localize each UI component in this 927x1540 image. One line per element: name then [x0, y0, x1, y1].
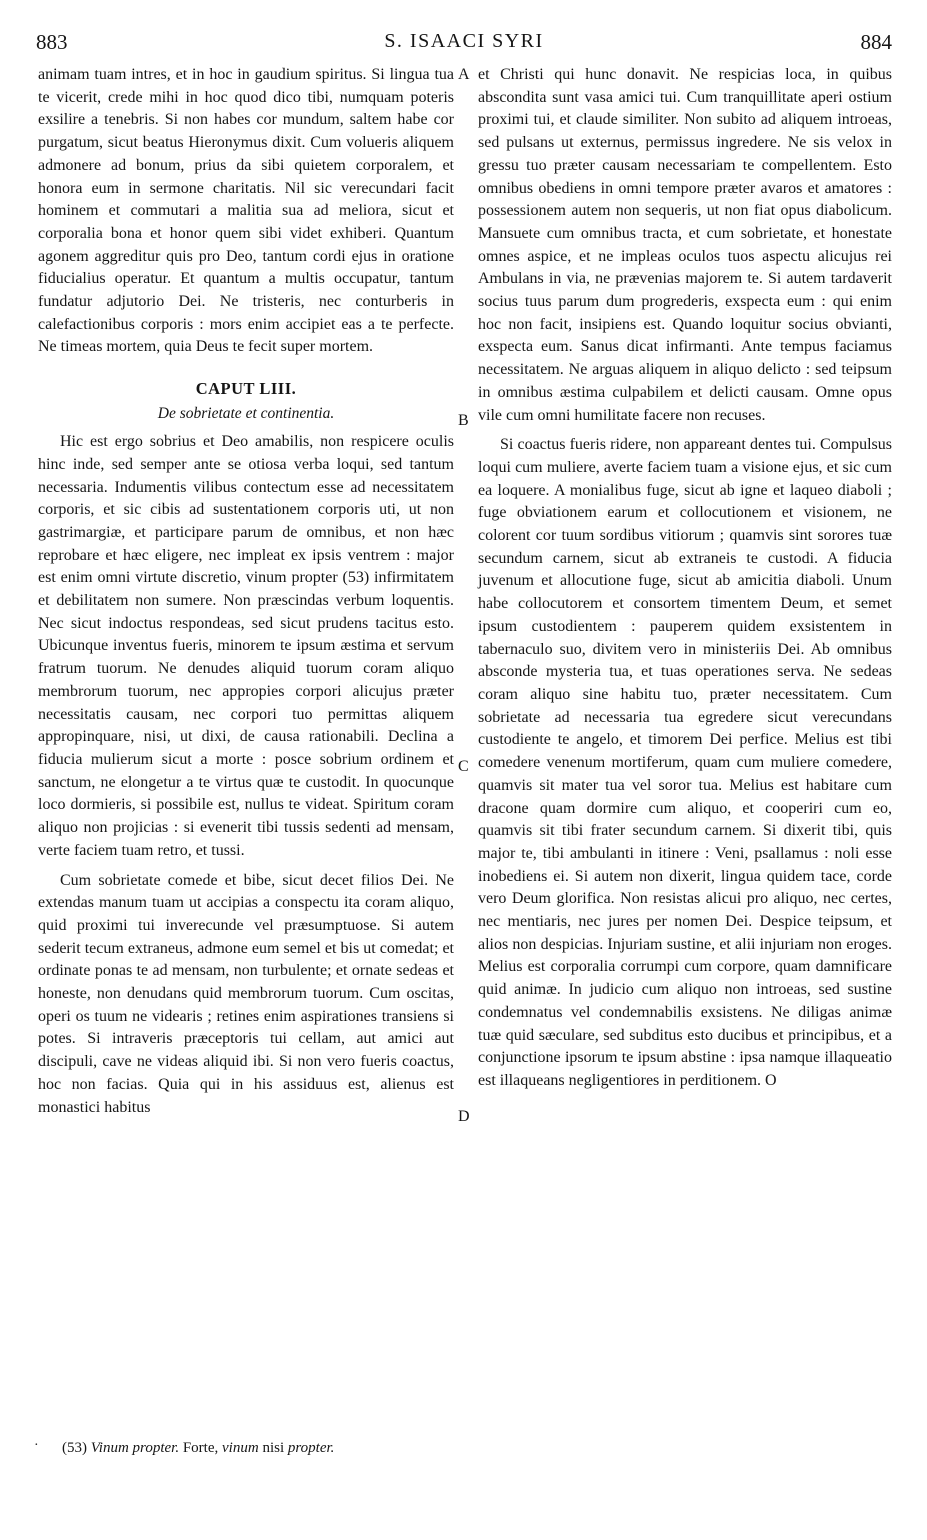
footnote: [62, 1440, 334, 1457]
left-paragraph-3: Cum sobrietate comede et bibe, sicut decet filios Dei. Ne extendas manum tuam ut accipias a conspectu ita coram aliquo, quid proximi tui inverecunde vel præsumptuose. Si autem sederit tecum extraneus, admone eum semel et bis ut comedat; et ordinate ponas te ad mensam, non turbulente; et ornate sedeas et honeste, non denudans quid membrorum tuorum. Cum oscitas, operi os tuum ne videaris ; retines enim aspirationes transiens si potes. Si intraveris præceptoris tui cellam, aut amici aut discipuli, cave ne videas aliquid ibi. Si non vero fueris coactus, hoc non facias. Quia qui in his assiduus est, alienus est monastici habitus: [38, 871, 454, 1116]
footnote-text-5: propter.: [287, 1440, 335, 1456]
footnote-mark: ·: [34, 1438, 39, 1453]
right-paragraph-1: et Christi qui hunc donavit. Ne respicias loca, in quibus abscondita sunt vasa amici tui. Cum tranquillitate aperi ostium proximi tui, et claude similiter. Non subito ad aliquem introeas, sed pulsans ut externus, permissus ingredere. Ne sis velox in gressu tuo præter causam necessariam te compellentem. Esto omnibus obediens in omni tempore præter avaros et amatores : possessionem autem non sequeris, ut non fiat opus diabolicum. Mansuete cum omnibus tracta, et cum sobrietate, et honestate omnes aspice, et ne impleas oculos tuos aspectu alicujus rei Ambulans in via, ne prævenias majorem te. Si autem tardaverit socius tuus parum dum progrederis, exspecta eum : qui enim hoc non facit, insipiens est. Quando loquitur socius obvianti, exspecta eum. Sanus dicat infirmanti. Ante tempus faciamus necessitatem. Ne arguas aliquem in aliquo delicto : sed teipsum in omnibus æstima culpabilem et delicti causam. Omne opus vile cum omni humilitate facere non recuses.: [478, 66, 892, 424]
margin-marker-c: C: [458, 758, 469, 775]
page-header: [36, 30, 892, 56]
margin-marker-d: D: [458, 1108, 470, 1125]
margin-marker-a: A: [458, 66, 470, 83]
page-number-right: 884: [860, 30, 892, 54]
footnote-number: (53): [62, 1440, 87, 1456]
footnote-text-2: Forte,: [182, 1440, 219, 1456]
chapter-subtitle: De sobrietate et continentia.: [157, 405, 335, 423]
margin-marker-b: B: [458, 412, 469, 429]
left-paragraph-1: animam tuam intres, et in hoc in gaudium spiritus. Si lingua tua te vicerit, crede mihi in hoc quod dico tibi, numquam poteris exsilire a tenebris. Si non habes cor mundum, saltem habe cor purgatum, sicut beatus Hieronymus dixit. Cum volueris aliquem admonere ad bonum, prius da sibi quietem corporalem, et honora eum in sermone charitatis. Nil sic verecundari facit hominem et commutari a malitia sua ad meliora, sicut et corporalia bona et honor quem sibi videt exhiberi. Quantum agonem aggreditur quis pro Deo, tantum cordi ejus in oratione fiducialius operatur. Et quantum a multis occupatur, tantum fundatur adjutorio Dei. Ne tristeris, nec conturberis in calefactionibus corporis : mors enim accipiet eas a te perfecte. Ne timeas mortem, quia Deus te fecit super mortem.: [38, 66, 454, 356]
chapter-title: CAPUT LIII.: [195, 379, 297, 399]
page-number-left: 883: [36, 30, 68, 54]
left-paragraph-2: Hic est ergo sobrius et Deo amabilis, non respicere oculis hinc inde, sed semper ante se otiosa verba loqui, sed tantum necessaria. Indumentis vilibus contectum esse ad necessitatem corporis, et sic cibis ad sustentationem corporis uti, ut non gastrimargiæ, et participare parum de omnibus, et non hæc reprobare et hæc eligere, nec impleat ex ipsis ventrem : major est enim omni virtute discretio, vinum propter (53) infirmitatem et debilitatem non sumere. Non præscindas verbum loquentis. Nec sicut indoctus respondeas, sed sicut prudens tacitus esto. Ubicunque inventus fueris, minorem te ipsum æstima et servum fratrum tuorum. Ne denudes aliquid tuorum coram aliquo membrorum tuorum, nec appropies corpori alicujus præter necessitatis causam, nec corpori tuo permittas aliquem appropinquare, nisi, ut dixi, de causa rationabili. Declina a fiducia mulierum sicut a morte : posce sobrium ordinem et sanctum, ne elongetur a te virtus quæ te custodit. In quocunque loco dormieris, si possibile est, nullus te videat. Spiritum coram aliquo non projicias : si evenerit tibi tussis sedenti ad mensam, verte faciem tuam retro, et tussi.: [38, 433, 454, 859]
footnote-text-4: nisi: [262, 1440, 285, 1456]
footnote-text-3: vinum: [222, 1440, 259, 1456]
right-column: [478, 64, 892, 1093]
running-title: S. ISAACI SYRI: [384, 30, 544, 52]
right-paragraph-2: Si coactus fueris ridere, non appareant dentes tui. Compulsus loqui cum muliere, averte faciem tuam a visione ejus, et sic cum ea loquere. A monialibus fuge, sicut ab igne et laqueo diaboli ; fuge obviationem earum et collocutionem et visionem, ne colorent cor tuum sordibus vitiorum ; quamvis sint sorores tuæ secundum carnem, sicut ab extraneis te custodi. A fiducia juvenum et allocutione fuge, sicut ab amicitia diaboli. Unum habe collocutorem et consortem timentem Deum, et semet ipsum custodientem : pauperem quidem exsistentem in tabernaculo suo, divitem vero in ministeriis Dei. Ab omnibus absconde mysteria tua, et tuas operationes serva. Ne sedeas coram aliquo sine habitu tuo, præter necessitatem. Cum sobrietate ad necessaria tua egredere sicut verecundans custodiente te angelo, et timorem Dei perfice. Melius est tibi comedere venenum mortiferum, quam cum muliere comedere, quamvis sit mater tua vel soror tua. Melius est habitare cum dracone quam dormire cum aliquo, et cooperiri cum eo, quamvis sit tibi frater secundum carnem. Si dixerit tibi, quis major te, tibi ambulanti in itinere : Veni, psallamus : noli esse inobediens ei. Si autem non dixerit, lingua quidem tace, corde vero Deum glorifica. Non resistas alicui pro aliquo, nec certes, nec mentiaris, nec jures per nomen Dei. Despice teipsum, et alios non despicias. Injuriam sustine, et alii injuriam non eroges. Melius est corporalia corrumpi cum corpore, quam damnificare quid animæ. In judicio cum aliquo non introeas, sed sustine condemnatus vel condemnabilis exsistens. Ne diligas animæ tuæ quid sæculare, sed subditus esto ducibus et principibus, et a conjunctione ipsorum te ipsum abstine : ipsa namque illaqueatio est illaqueans negligentiores in perditionem. O: [478, 436, 892, 1089]
left-column: [38, 64, 454, 1119]
footnote-text-1: Vinum propter.: [90, 1440, 180, 1456]
